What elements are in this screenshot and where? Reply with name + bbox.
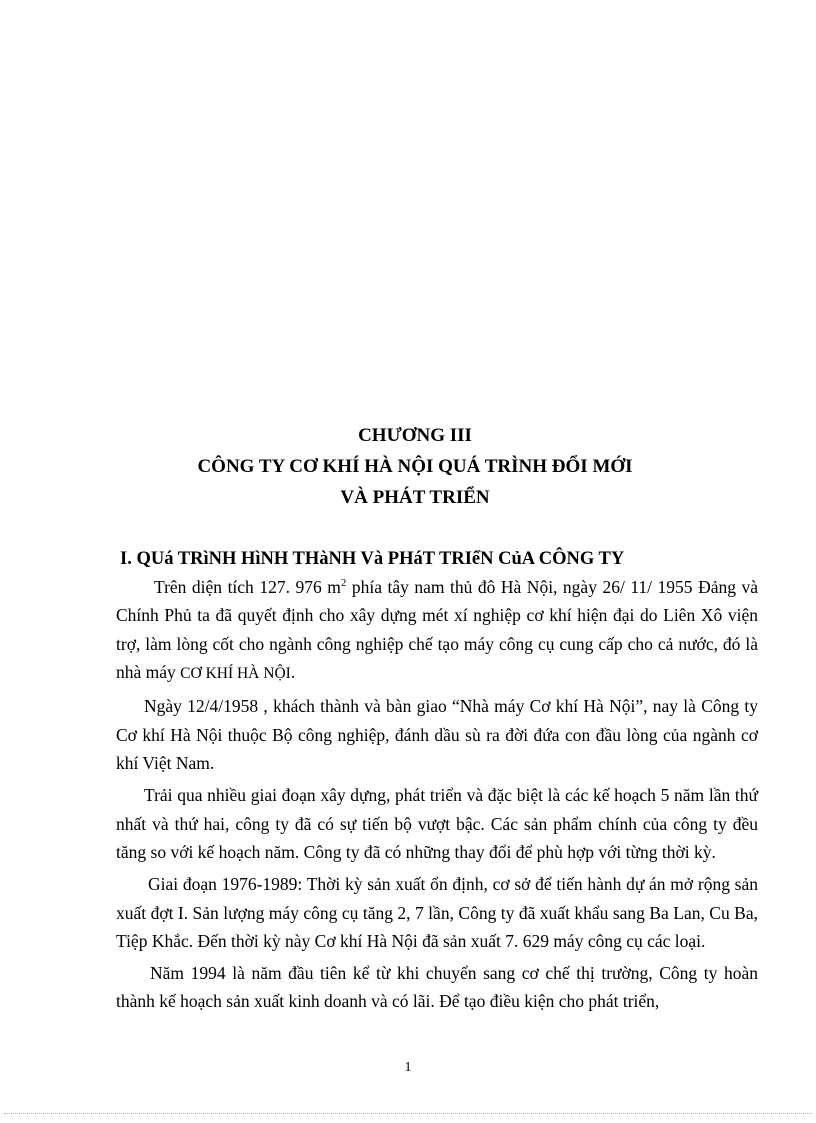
chapter-heading-block — [0, 420, 816, 513]
section-heading: I. QUá TRìNH HìNH THàNH Và PHáT TRIểN CủA CÔNG TY — [120, 549, 625, 569]
paragraph-3: Trải qua nhiều giai đoạn xây dựng, phát triển và đặc biệt là các kế hoạch 5 năm lần thứ nhất và thứ hai, công ty đã có sự tiến bộ vượt bậc. Các sản phẩm chính của công ty đều tăng so với kế hoạch năm. Công ty đã có những thay đổi để phù hợp với từng thời kỳ. — [116, 785, 758, 863]
paragraph-1 — [116, 573, 758, 689]
paragraph-1-text-start: Trên diện tích 127. 976 m — [154, 577, 341, 597]
paragraph-2: Ngày 12/4/1958 , khách thành và bàn giao “Nhà máy Cơ khí Hà Nội”, nay là Công ty Cơ khí Hà Nội thuộc Bộ công nghiệp, đánh dầu sù ra đời đứa con đầu lòng của ngành cơ khí Việt Nam. — [116, 696, 758, 774]
area-unit-superscript: 2 — [340, 577, 347, 590]
page-bottom-divider — [4, 1113, 812, 1114]
paragraph-1-text-middle: phía tây nam thủ đô Hà Nội, ngày 26/ 11/ 1955 Đảng và Chính Phủ ta đã quyết định cho xây dựng mét xí nghiệp cơ khí hiện đại do Liên Xô viện trợ, làm lòng cốt cho ngành công nghiệp chế tạo máy công cụ cung cấp cho cả nước, đó là nhà máy — [116, 577, 758, 683]
paragraph-5: Năm 1994 là năm đầu tiên kể từ khi chuyển sang cơ chế thị trường, Công ty hoàn thành kế hoạch sản xuất kinh doanh và có lãi. Để tạo điều kiện cho phát triển, — [116, 963, 758, 1012]
body-text — [116, 573, 758, 1020]
chapter-label: CHƯƠNG III — [358, 425, 472, 446]
chapter-title-line-2: VÀ PHÁT TRIỂN — [340, 487, 490, 508]
paragraph-4: Giai đoạn 1976-1989: Thời kỳ sản xuất ổn định, cơ sở để tiến hành dự án mở rộng sản xuất đợt I. Sản lượng máy công cụ tăng 2, 7 lần, Công ty đã xuất khẩu sang Ba Lan, Cu Ba, Tiệp Khắc. Đến thời kỳ này Cơ khí Hà Nội đã sản xuất 7. 629 máy công cụ các loại. — [116, 874, 758, 951]
paragraph-1-text-end: . — [290, 662, 296, 683]
page-number: 1 — [404, 1060, 412, 1075]
chapter-title-line-1: CÔNG TY CƠ KHÍ HÀ NỘI QUÁ TRÌNH ĐỔI MỚI — [197, 456, 633, 477]
factory-name: CƠ KHÍ HÀ NỘI — [180, 665, 291, 683]
